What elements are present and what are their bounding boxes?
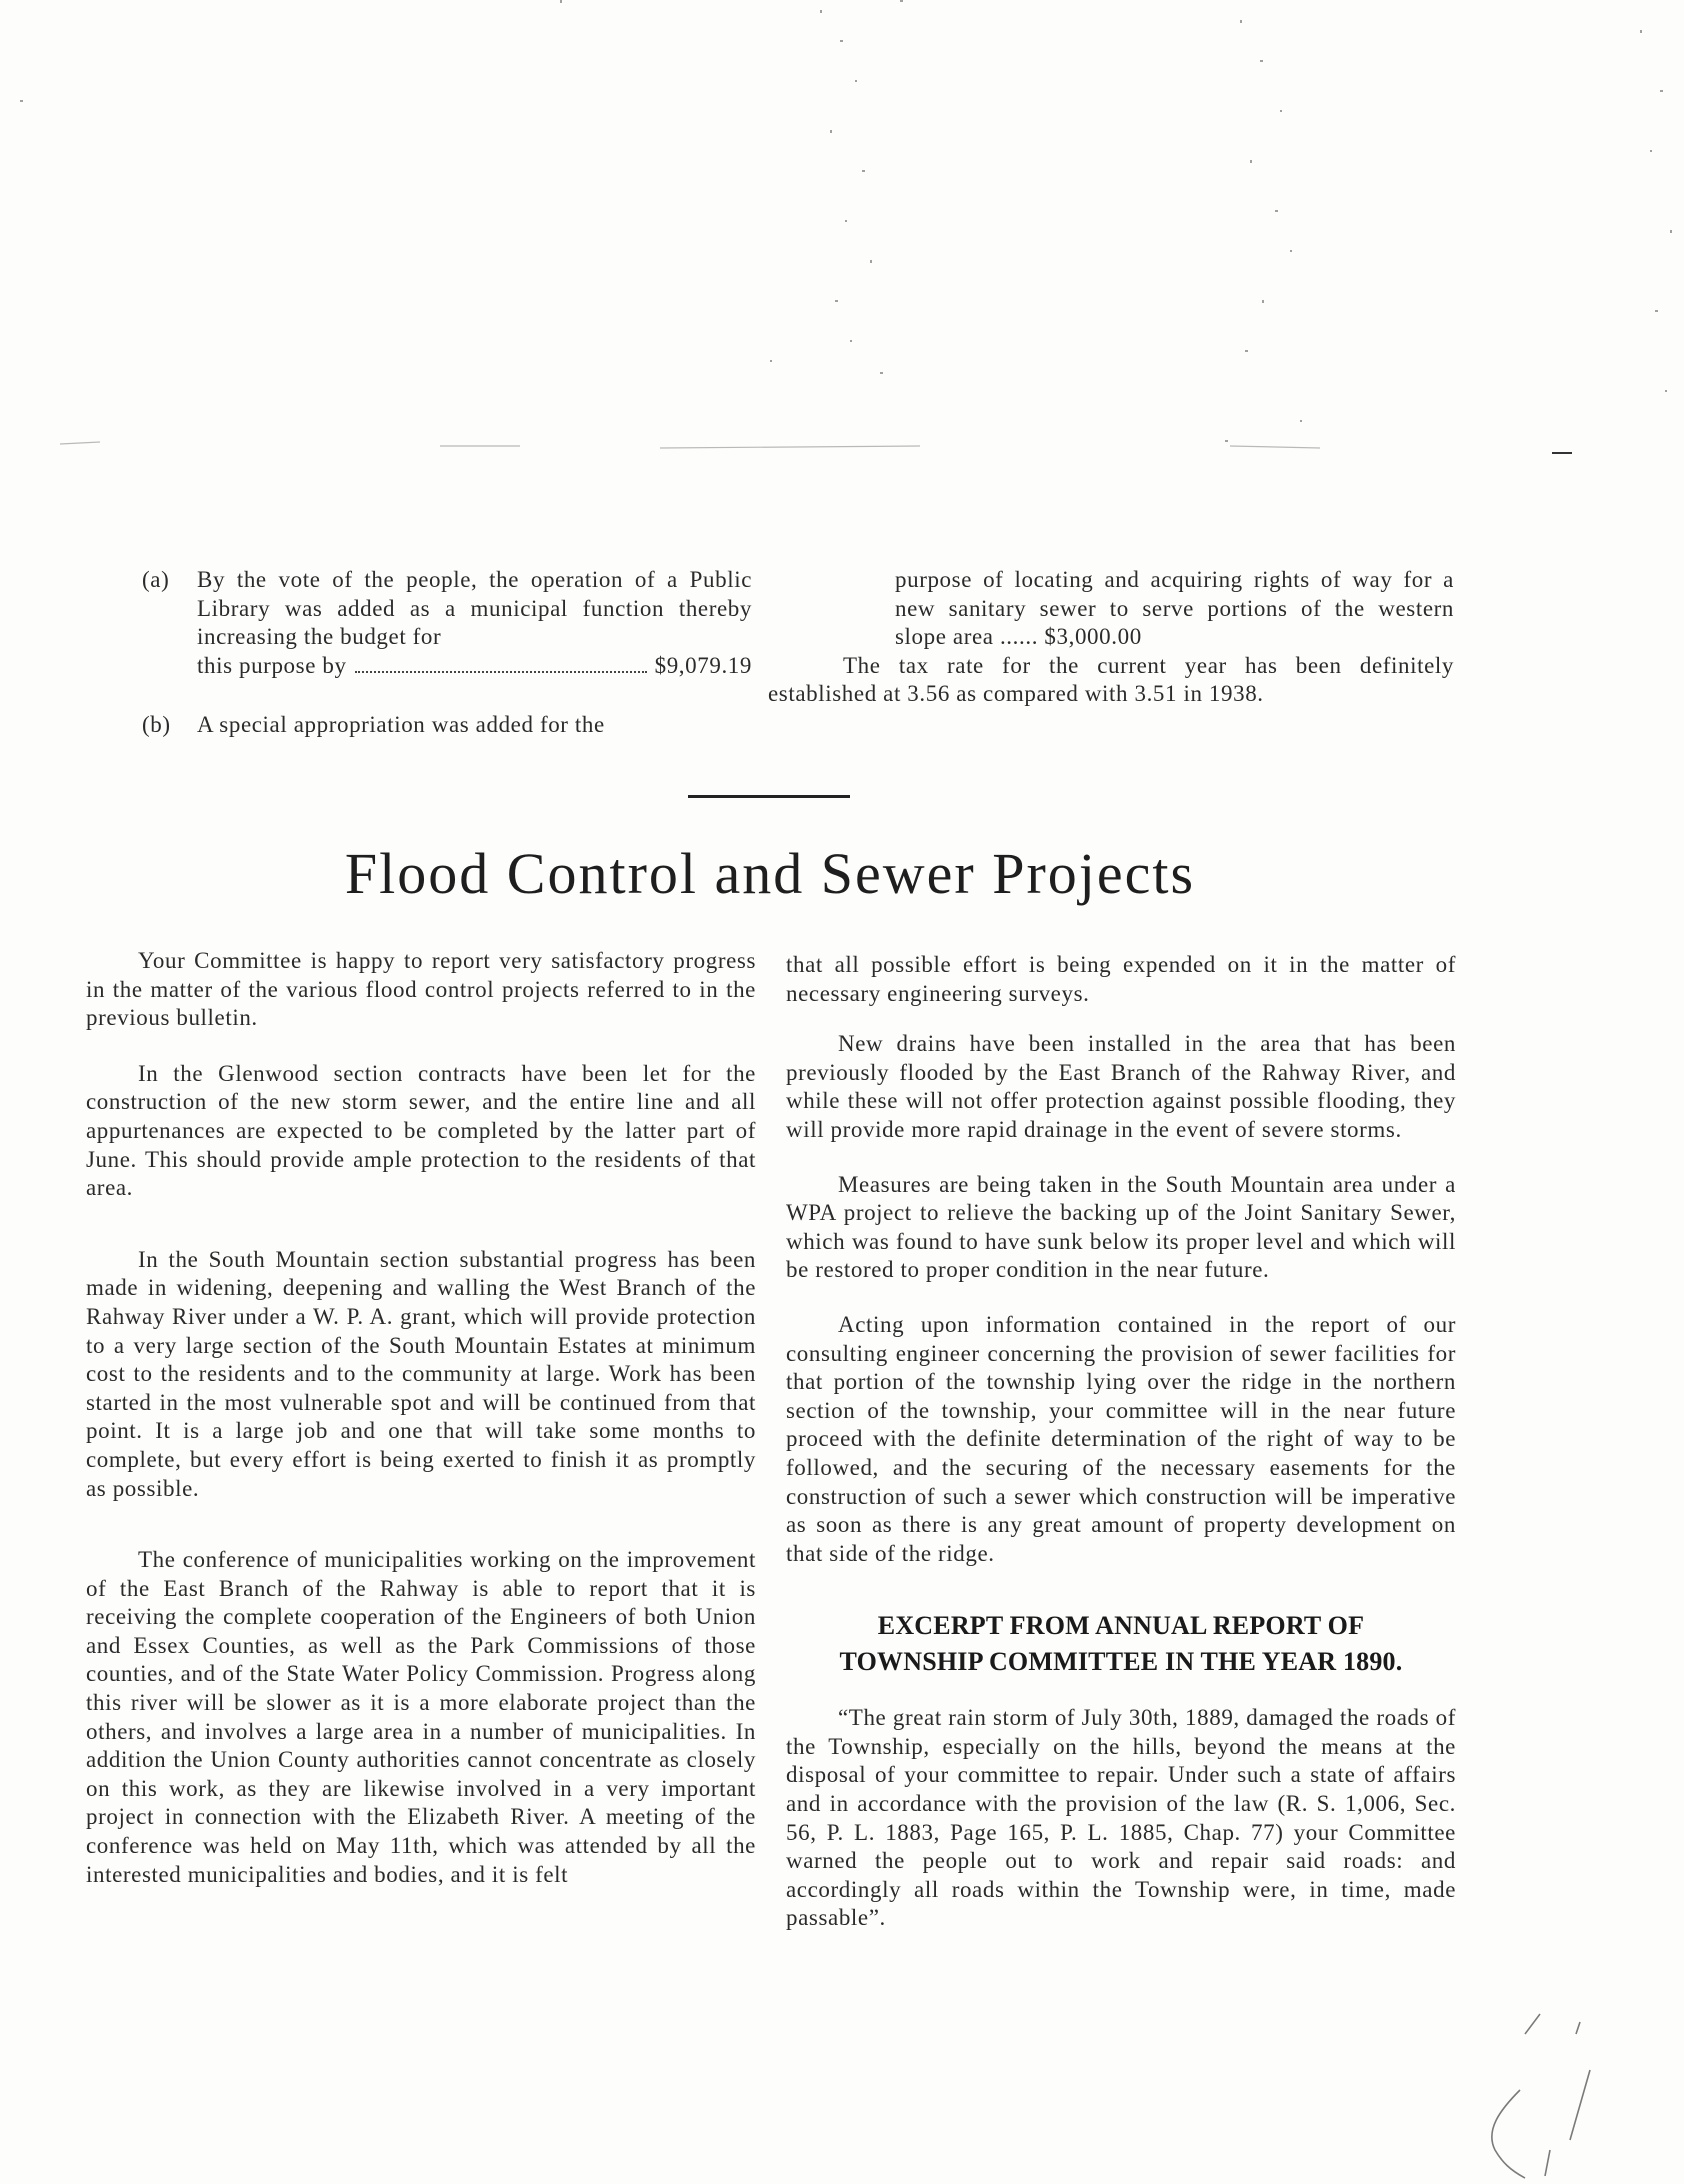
excerpt-block <box>786 1608 1456 1933</box>
dot-leader <box>355 671 647 673</box>
item-a-tail: this purpose by <box>197 652 347 678</box>
item-a-amount: $9,079.19 <box>654 652 752 678</box>
left-column <box>86 947 756 1889</box>
item-a-amount-row <box>197 652 752 681</box>
budget-item-b <box>142 711 752 740</box>
item-b-continuation: purpose of locating and acquiring rights of way for a new sanitary sewer to serve portions of the western slope area ...... $3,000.00 <box>895 567 1454 650</box>
paragraph-intro: Your Committee is happy to report very satisfactory progress in the matter of the various flood control projects referred to in the previous bulletin. <box>86 948 756 1031</box>
paragraph-wpa-measures: Measures are being taken in the South Mountain area under a WPA project to relieve the backing up of the Joint Sanitary Sewer, which was found to have sunk below its proper level and which will be restored to proper condition in the near future. <box>786 1171 1456 1283</box>
budget-right-column <box>768 566 1454 709</box>
paragraph-sewer-facilities: Acting upon information contained in the report of our consulting engineer concerning the provision of sewer facilities for that portion of the township lying over the ridge in the northern section of the township, your committee will in the near future proceed with the definite determination of the right of way to be followed, and the securing of the necessary easements for the construction of such a sewer which construction will be imperative as soon as there is any great amount of property development on that side of the ridge. <box>786 1311 1456 1566</box>
item-b-cont-text: purpose of locating and acquiring rights of way for a new sanitary sewer to serve portions of the western slope area <box>895 567 1454 650</box>
item-a-text: By the vote of the people, the operation of a Public Library was added as a municipal function thereby increasing the budget for <box>197 567 752 650</box>
scan-noise <box>0 0 1684 460</box>
item-b-label: (b) <box>142 712 171 738</box>
paragraph-south-mountain: In the South Mountain section substantial progress has been made in widening, deepening and walling the West Branch of the Rahway River under a W. P. A. grant, which will provide protection to a very large section of the South Mountain Estates at minimum cost to the residents and to the community at large. Work has been started in the most vulnerable spot and will be continued from that point. It is a large job and one that will take some months to complete, but every effort is being exerted to finish it as promptly as possible. <box>86 1246 756 1501</box>
excerpt-heading-line1: EXCERPT FROM ANNUAL REPORT OF <box>877 1611 1365 1641</box>
item-b-text: A special appropriation was added for the <box>197 712 605 738</box>
paragraph-new-drains: New drains have been installed in the area that has been previously flooded by the East Branch of the Rahway River, and while these will not offer protection against possible flooding, they will provide more rapid drainage in the event of severe storms. <box>786 1031 1456 1142</box>
excerpt-quote: “The great rain storm of July 30th, 1889, damaged the roads of the Township, especially on the hills, beyond the means at the disposal of your committee to repair. Under such a state of affairs and in accordance with the provision of the law (R. S. 1,006, Sec. 56, P. L. 1883, Page 165, P. L. 1885, Chap. 77) your Committee warned the people out to work and repair said roads: and accordingly all roads within the Township were, in time, made passable”. <box>786 1705 1456 1931</box>
pencil-scribble <box>1430 2000 1610 2184</box>
excerpt-heading-line2: TOWNSHIP COMMITTEE IN THE YEAR 1890. <box>839 1647 1403 1677</box>
section-title: Flood Control and Sewer Projects <box>344 841 1196 906</box>
budget-item-a <box>142 566 752 680</box>
item-a-label: (a) <box>142 567 170 592</box>
section-divider <box>688 795 850 798</box>
item-b-amount: $3,000.00 <box>1044 624 1142 650</box>
paragraph-continuation: that all possible effort is being expended on it in the matter of necessary engineering surveys. <box>786 952 1456 1006</box>
margin-mark <box>1552 452 1572 454</box>
paragraph-conference: The conference of municipalities working on the improvement of the East Branch of the Rahway is able to report that it is receiving the complete cooperation of the Engineers of both Union and Essex Counties, as well as the Park Commissions of those counties, and of the State Water Policy Commission. Progress along this river will be slower as it is a more elaborate project than the others, and involves a large area in a number of municipalities. In addition the Union County authorities cannot concentrate as closely on this work, as they are likewise involved in a very important project in connection with the Elizabeth River. A meeting of the conference was held on May 11th, which was attended by all the interested municipalities and bodies, and it is felt <box>86 1547 756 1887</box>
paragraph-glenwood: In the Glenwood section contracts have been let for the construction of the new storm sewer, and the entire line and all appurtenances are expected to be completed by the latter part of June. This should provide ample protection to the residents of that area. <box>86 1060 756 1201</box>
right-column <box>786 951 1456 1933</box>
budget-left-column <box>142 566 752 740</box>
tax-rate-paragraph: The tax rate for the current year has been definitely established at 3.56 as compared with 3.51 in 1938. <box>768 652 1454 707</box>
